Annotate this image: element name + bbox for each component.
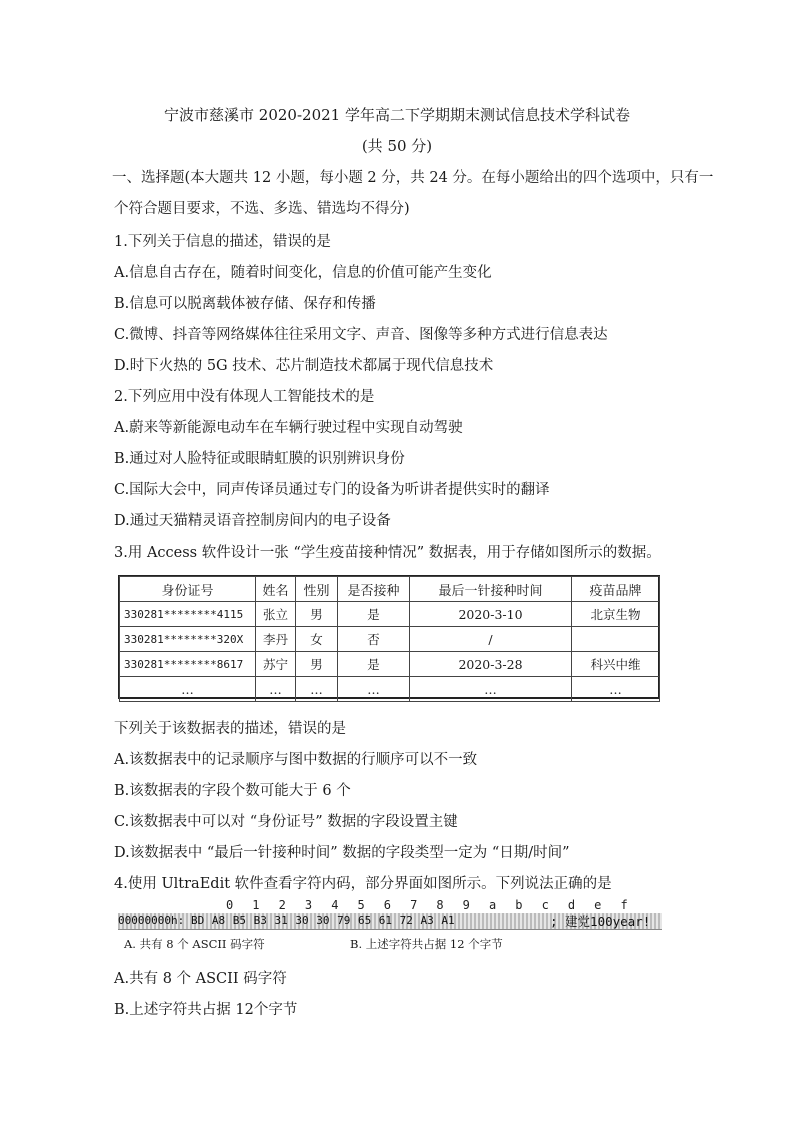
cell-last-dose: / [410,627,572,652]
table-row [120,627,660,652]
hex-note-a: A. 共有 8 个 ASCII 码字符 [124,937,265,951]
header-name: 姓名 [256,577,296,602]
q1-option-c: C.微博、抖音等网络媒体往往采用文字、声音、图像等多种方式进行信息表达 [114,327,608,343]
hex-offset: 5 [357,898,365,912]
q2-option-d: D.通过天猫精灵语音控制房间内的电子设备 [114,513,391,529]
header-gender: 性别 [296,577,338,602]
hex-address: 00000000h: [118,914,185,927]
cell-vaccinated: 是 [338,652,410,677]
q3-option-c: C.该数据表中可以对 “身份证号” 数据的字段设置主键 [114,814,458,830]
cell-name: 苏宁 [256,652,296,677]
hex-offset: b [515,898,523,912]
ultraedit-hex-view [118,898,662,954]
q2-stem: 2.下列应用中没有体现人工智能技术的是 [114,389,375,405]
cell-vaccinated: 否 [338,627,410,652]
cell-last-dose: … [410,677,572,702]
hex-offset: c [541,898,549,912]
cell-gender: 男 [296,602,338,627]
cell-gender: 女 [296,627,338,652]
hex-offset: 2 [278,898,286,912]
q4-option-b: B.上述字符共占据 12个字节 [114,1002,298,1018]
table-row [120,677,660,702]
hex-note-b: B. 上述字符共占据 12 个字节 [350,937,503,951]
q1-option-b: B.信息可以脱离载体被存储、保存和传播 [114,296,376,312]
hex-offset: 6 [383,898,392,912]
hex-offset-header [226,898,647,912]
cell-vaccinated: 是 [338,602,410,627]
cell-gender: … [296,677,338,702]
hex-offset: f [620,898,628,912]
section-heading: 一、选择题(本大题共 12 小题，每小题 2 分，共 24 分。在每小题给出的四个选项中，只有一 [112,170,714,186]
cell-id: 330281********320X [120,627,256,652]
q2-option-c: C.国际大会中，同声传译员通过专门的设备为听讲者提供实时的翻译 [114,482,550,498]
cell-last-dose: 2020-3-10 [410,602,572,627]
cell-id: 330281********4115 [120,602,256,627]
section-heading-cont: 个符合题目要求，不选、多选、错选均不得分) [114,201,410,217]
cell-last-dose: 2020-3-28 [410,652,572,677]
header-brand: 疫苗品牌 [572,577,660,602]
q3-after-stem: 下列关于该数据表的描述，错误的是 [114,721,346,737]
q4-option-a: A.共有 8 个 ASCII 码字符 [114,971,287,987]
cell-brand: 科兴中维 [572,652,660,677]
hex-offset: 0 [226,898,234,912]
cell-id: 330281********8617 [120,652,256,677]
hex-offset: 8 [436,898,444,912]
cell-brand: … [572,677,660,702]
cell-name: 张立 [256,602,296,627]
exam-title: 宁波市慈溪市 2020-2021 学年高二下学期期末测试信息技术学科试卷 [164,106,630,124]
header-id: 身份证号 [120,577,256,602]
hex-offset: a [488,898,497,912]
q1-option-a: A.信息自古存在，随着时间变化，信息的价值可能产生变化 [114,265,492,281]
hex-offset: e [594,898,602,912]
q2-option-b: B.通过对人脸特征或眼睛虹膜的识别辨识身份 [114,451,405,467]
q4-stem: 4.使用 UltraEdit 软件查看字符内码，部分界面如图所示。下列说法正确的是 [114,876,612,892]
cell-vaccinated: … [338,677,410,702]
q2-option-a: A.蔚来等新能源电动车在车辆行驶过程中实现自动驾驶 [114,420,463,436]
q1-stem: 1.下列关于信息的描述，错误的是 [114,234,331,250]
hex-offset: 4 [331,898,339,912]
hex-offset: d [567,898,576,912]
header-vaccinated: 是否接种 [338,577,410,602]
cell-gender: 男 [296,652,338,677]
cell-id: … [120,677,256,702]
cell-name: … [256,677,296,702]
vaccine-data-table [118,575,660,699]
hex-bytes: BD A8 B5 B3 31 30 30 79 65 61 72 A3 A1 [191,914,455,927]
q3-option-a: A.该数据表中的记录顺序与图中数据的行顺序可以不一致 [114,752,478,768]
table-row [120,652,660,677]
cell-name: 李丹 [256,627,296,652]
hex-ascii: ; 建党100year! [550,914,651,929]
hex-offset: 7 [410,898,418,912]
table-header-row [120,577,660,602]
q1-option-d: D.时下火热的 5G 技术、芯片制造技术都属于现代信息技术 [114,358,494,374]
hex-offset: 9 [462,898,470,912]
q3-option-b: B.该数据表的字段个数可能大于 6 个 [114,783,351,799]
table-row [120,602,660,627]
cell-brand [572,627,660,652]
hex-offset: 1 [252,898,260,912]
cell-brand: 北京生物 [572,602,660,627]
q3-option-d: D.该数据表中 “最后一针接种时间” 数据的字段类型一定为 “日期/时间” [114,845,570,861]
hex-offset: 3 [304,898,313,912]
q3-stem: 3.用 Access 软件设计一张 “学生疫苗接种情况” 数据表，用于存储如图所示的数据。 [114,545,661,561]
header-last-dose: 最后一针接种时间 [410,577,572,602]
exam-subtitle: (共 50 分) [361,137,433,155]
